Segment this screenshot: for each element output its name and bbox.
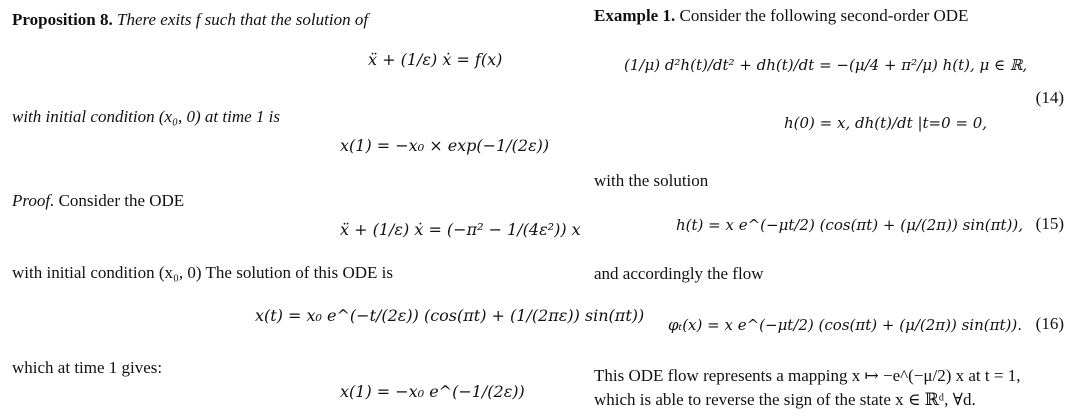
example-label: Example 1.: [594, 6, 676, 25]
proposition-heading: [12, 10, 368, 30]
proof-label: Proof.: [12, 191, 55, 210]
final-line-2: which is able to reverse the sign of the state x ∈ ℝᵈ, ∀d.: [594, 390, 976, 409]
equation-14b: h(0) = x, dh(t)/dt |t=0 = 0,: [784, 114, 988, 132]
example-heading: [594, 6, 968, 26]
proposition-label: Proposition 8.: [12, 10, 113, 29]
equation-14a: (1/μ) d²h(t)/dt² + dh(t)/dt = −(μ/4 + π²/μ) h(t), μ ∈ ℝ,: [624, 56, 1028, 74]
final-line-1: This ODE flow represents a mapping x ↦ −e^(−μ/2) x at t = 1,: [594, 366, 1021, 385]
with-solution-text: with the solution: [594, 171, 709, 190]
initial-condition-1: with initial condition (x₀, 0) at time 1 is: [12, 107, 280, 126]
time-one-text: which at time 1 gives:: [12, 358, 163, 377]
example-text: Consider the following second-order ODE: [679, 6, 969, 25]
equation-15: h(t) = x e^(−μt/2) (cos(πt) + (μ/(2π)) sin(πt)),: [676, 216, 1024, 234]
equation-3: ẍ + (1/ε) ẋ = (−π² − 1/(4ε²)) x: [340, 220, 581, 239]
equation-number-15: (15): [1035, 214, 1064, 233]
equation-16: φₜ(x) = x e^(−μt/2) (cos(πt) + (μ/(2π)) sin(πt)).: [668, 316, 1022, 334]
initial-condition-2: with initial condition (x₀, 0) The solution of this ODE is: [12, 263, 394, 282]
equation-number-16: (16): [1035, 314, 1064, 333]
equation-5: x(1) = −x₀ e^(−1/(2ε)): [340, 382, 525, 401]
proof-text: Consider the ODE: [58, 191, 185, 210]
equation-2: x(1) = −x₀ × exp(−1/(2ε)): [340, 136, 550, 155]
flow-text: and accordingly the flow: [594, 264, 764, 283]
equation-number-14: (14): [1035, 88, 1064, 107]
equation-1: ẍ + (1/ε) ẋ = f(x): [368, 50, 503, 69]
equation-4: x(t) = x₀ e^(−t/(2ε)) (cos(πt) + (1/(2πε)) sin(πt)): [255, 306, 645, 325]
proposition-text: There exits f such that the solution of: [117, 10, 369, 29]
proof-heading: [12, 191, 184, 211]
